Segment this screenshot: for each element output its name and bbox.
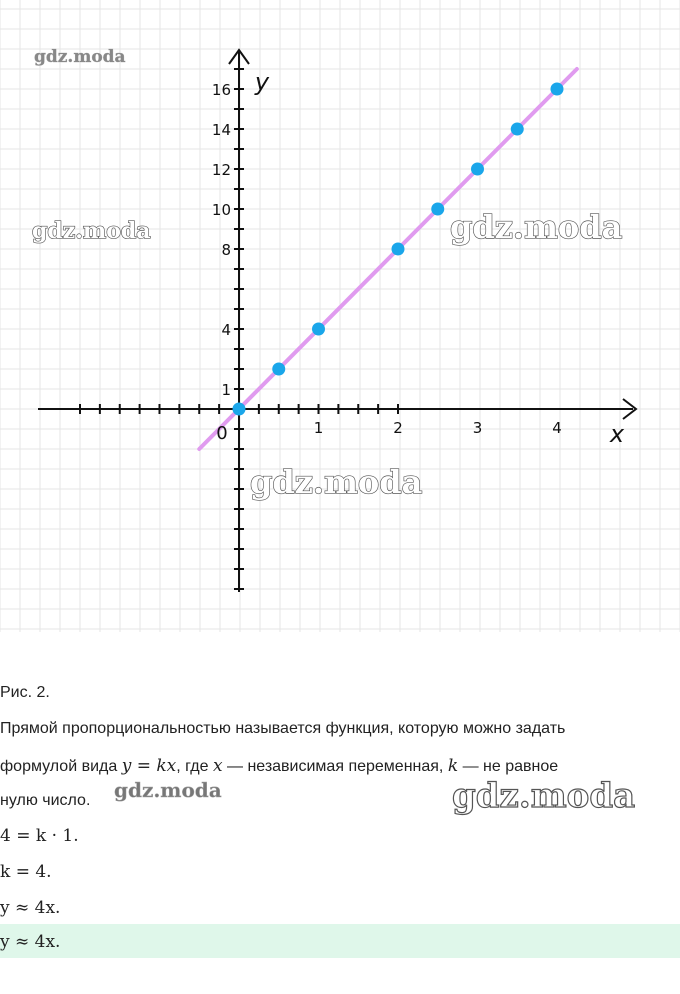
watermark: gdz.moda [250,463,423,501]
equation-3: y ≈ 4x. [0,898,61,918]
watermark: gdz.moda [452,776,636,816]
x-tick-label: 2 [393,419,403,437]
x-tick-label: 4 [552,419,562,437]
x-axis-label: x [609,420,625,448]
x-tick-label: 1 [313,419,324,437]
data-point [392,243,405,256]
y-tick-label: 14 [211,121,231,139]
watermark: gdz.moda [34,47,126,67]
y-axis-label: y [254,68,270,96]
origin-label: 0 [216,423,228,444]
definition-line-1: Прямой пропорциональностью называется функция, которую можно задать [0,720,566,737]
data-point [431,203,444,216]
axes [38,50,636,592]
equation-2: k = 4. [0,862,52,882]
y-tick-label: 1 [221,381,231,399]
equation-1: 4 = k · 1. [0,826,79,846]
y-tick-label: 16 [211,81,231,99]
y-tick-label: 4 [221,321,231,339]
watermark: gdz.moda [32,218,151,244]
definition-line-3: нулю число. [0,792,91,809]
x-tick-label: 3 [472,419,483,437]
data-point [233,403,246,416]
definition-line-2: формулой вида y = kx, где x — независимая переменная, k — не равное [0,756,559,776]
y-tick-label: 8 [221,241,231,259]
labels [212,68,625,448]
watermark: gdz.moda [450,208,623,246]
data-point [551,83,564,96]
y-tick-label: 12 [211,161,231,179]
data-point [511,123,524,136]
answer-highlight [0,924,680,958]
y-tick-label: 10 [211,201,231,219]
watermark: gdz.moda [114,778,222,802]
data-point [312,323,325,336]
data-point [272,363,285,376]
figure-caption: Рис. 2. [0,684,50,701]
data-point [471,163,484,176]
answer: y ≈ 4x. [0,932,61,952]
